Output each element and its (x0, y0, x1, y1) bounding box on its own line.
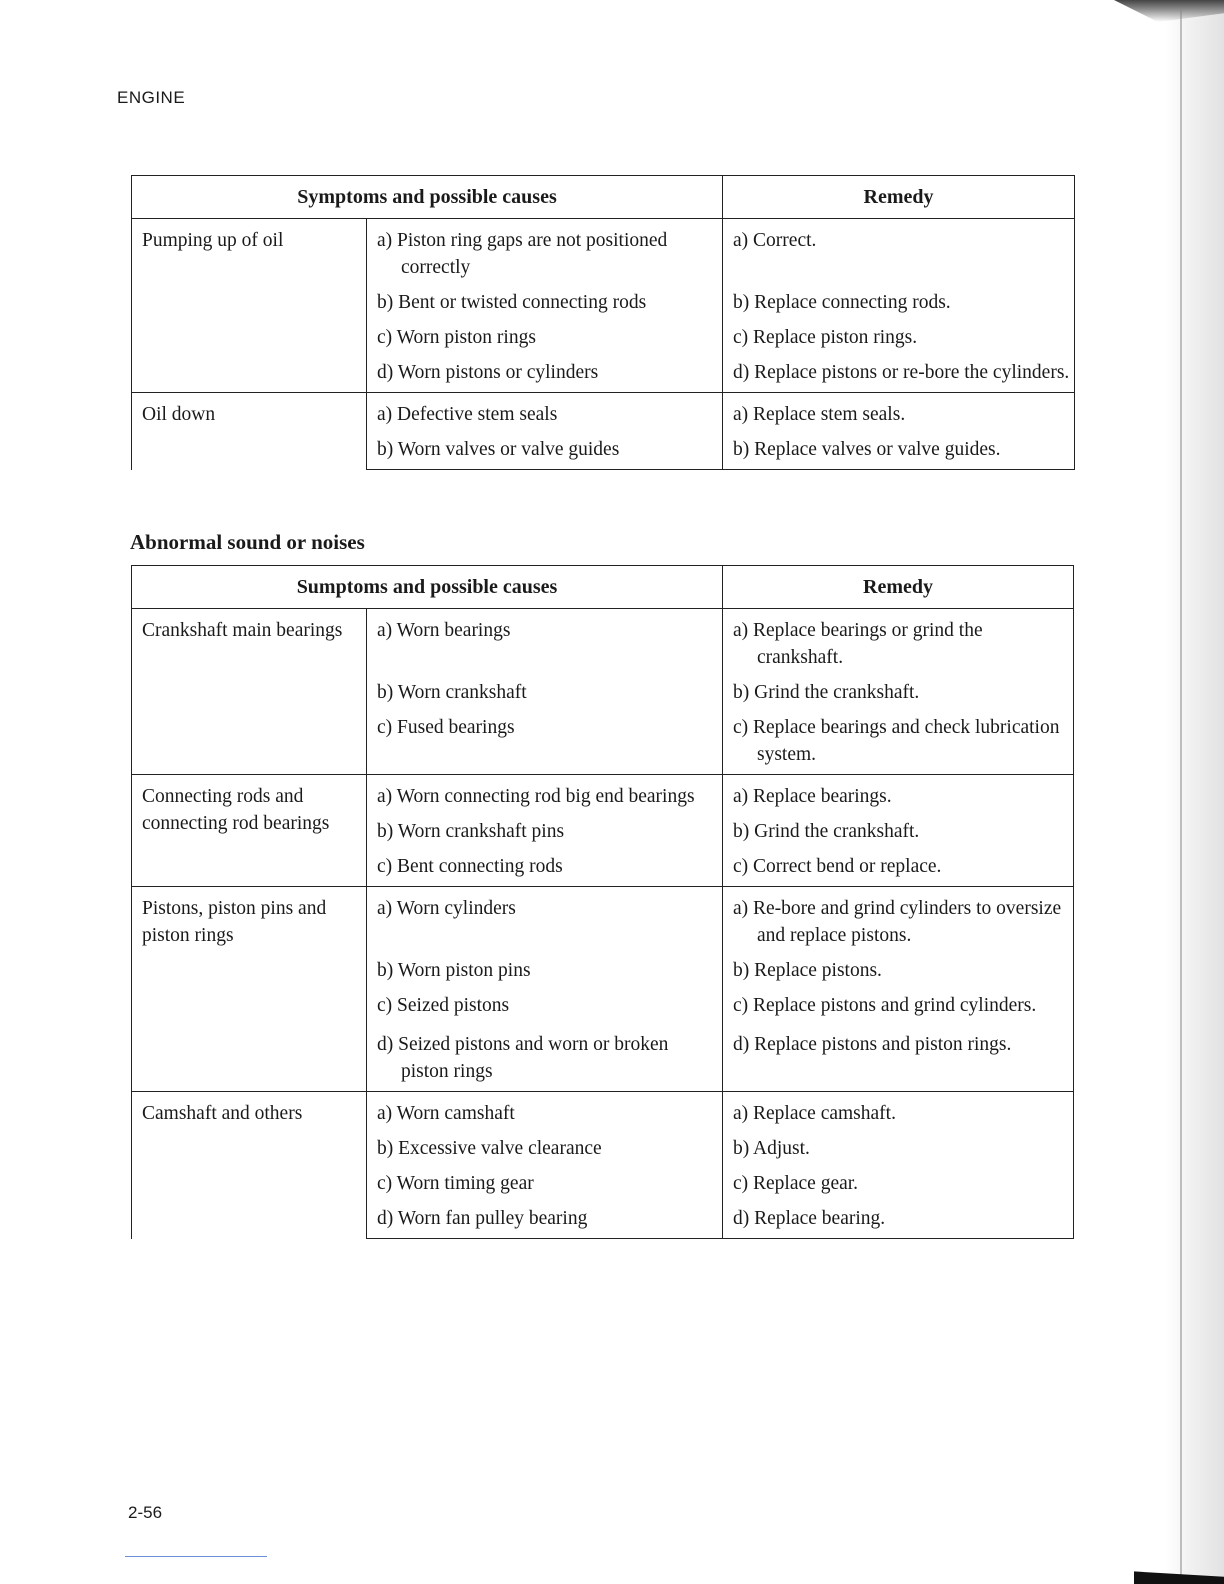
remedy-cell: c) Replace gear. (733, 1173, 859, 1194)
cause-cell: a) Worn bearings (377, 620, 511, 641)
remedy-cell: b) Replace connecting rods. (733, 292, 951, 313)
cause-cell: c) Worn timing gear (377, 1173, 534, 1194)
cause-cell: a) Worn connecting rod big end bearings (377, 786, 695, 807)
cause-cell: a) Worn cylinders (377, 898, 516, 919)
remedy-cell: a) Replace bearings or grind the crankshaft. (733, 620, 983, 668)
cause-cell: c) Worn piston rings (377, 327, 536, 348)
oil-troubleshooting-table (131, 175, 1075, 470)
symptoms-column-header: Symptoms and possible causes (132, 176, 723, 219)
cause-cell: b) Worn crankshaft (377, 682, 527, 703)
cause-cell: b) Worn valves or valve guides (377, 439, 620, 460)
footer-rule (125, 1556, 267, 1557)
remedy-cell: c) Correct bend or replace. (733, 856, 942, 877)
cause-cell: b) Worn piston pins (377, 960, 531, 981)
remedy-cell: d) Replace pistons or re-bore the cylinders. (733, 362, 1070, 383)
cause-cell: c) Seized pistons (377, 995, 510, 1016)
symptom-cell: Pumping up of oil (132, 219, 367, 393)
remedy-cell: c) Replace piston rings. (733, 327, 918, 348)
cause-cell: d) Worn fan pulley bearing (377, 1208, 588, 1229)
remedy-cell: a) Replace bearings. (733, 786, 892, 807)
remedy-column-header: Remedy (723, 566, 1074, 609)
cause-cell: b) Bent or twisted connecting rods (377, 292, 647, 313)
table-row (132, 393, 1075, 433)
table-row (132, 219, 1075, 286)
cause-cell: c) Fused bearings (377, 717, 515, 738)
remedy-cell: b) Replace pistons. (733, 960, 882, 981)
remedy-cell: a) Replace camshaft. (733, 1103, 896, 1124)
symptom-cell: Connecting rods and connecting rod bearings (132, 775, 367, 887)
remedy-cell: a) Correct. (733, 230, 817, 251)
table-row (132, 609, 1074, 676)
remedy-cell: b) Grind the crankshaft. (733, 821, 920, 842)
symptom-cell: Crankshaft main bearings (132, 609, 367, 775)
cause-cell: a) Worn camshaft (377, 1103, 515, 1124)
cause-cell: c) Bent connecting rods (377, 856, 563, 877)
symptom-cell: Oil down (132, 393, 367, 470)
remedy-cell: a) Re-bore and grind cylinders to oversize and replace pistons. (733, 898, 1062, 946)
table-header-row (132, 176, 1075, 219)
remedy-cell: d) Replace bearing. (733, 1208, 886, 1229)
table-header-row (132, 566, 1074, 609)
section-heading: Abnormal sound or noises (130, 530, 365, 554)
cause-cell: d) Seized pistons and worn or broken piston rings (377, 1034, 669, 1082)
remedy-cell: d) Replace pistons and piston rings. (733, 1034, 1012, 1055)
symptom-cell: Pistons, piston pins and piston rings (132, 887, 367, 1092)
table-row (132, 775, 1074, 815)
remedy-cell: b) Adjust. (733, 1138, 810, 1159)
noise-troubleshooting-table (131, 565, 1074, 1239)
remedy-cell: b) Replace valves or valve guides. (733, 439, 1001, 460)
page-number: 2-56 (128, 1503, 163, 1522)
remedy-column-header: Remedy (723, 176, 1075, 219)
table-row (132, 1092, 1074, 1132)
table-row (132, 887, 1074, 954)
remedy-cell: c) Replace pistons and grind cylinders. (733, 995, 1037, 1016)
symptom-cell: Camshaft and others (132, 1092, 367, 1239)
symptoms-column-header: Sumptoms and possible causes (132, 566, 723, 609)
remedy-cell: a) Replace stem seals. (733, 404, 906, 425)
running-header: ENGINE (117, 88, 186, 107)
cause-cell: d) Worn pistons or cylinders (377, 362, 599, 383)
cause-cell: a) Piston ring gaps are not positioned correctly (377, 230, 668, 278)
remedy-cell: c) Replace bearings and check lubrication system. (733, 717, 1060, 765)
cause-cell: b) Excessive valve clearance (377, 1138, 602, 1159)
cause-cell: b) Worn crankshaft pins (377, 821, 565, 842)
page-binding-edge (1140, 0, 1224, 1584)
remedy-cell: b) Grind the crankshaft. (733, 682, 920, 703)
cause-cell: a) Defective stem seals (377, 404, 558, 425)
